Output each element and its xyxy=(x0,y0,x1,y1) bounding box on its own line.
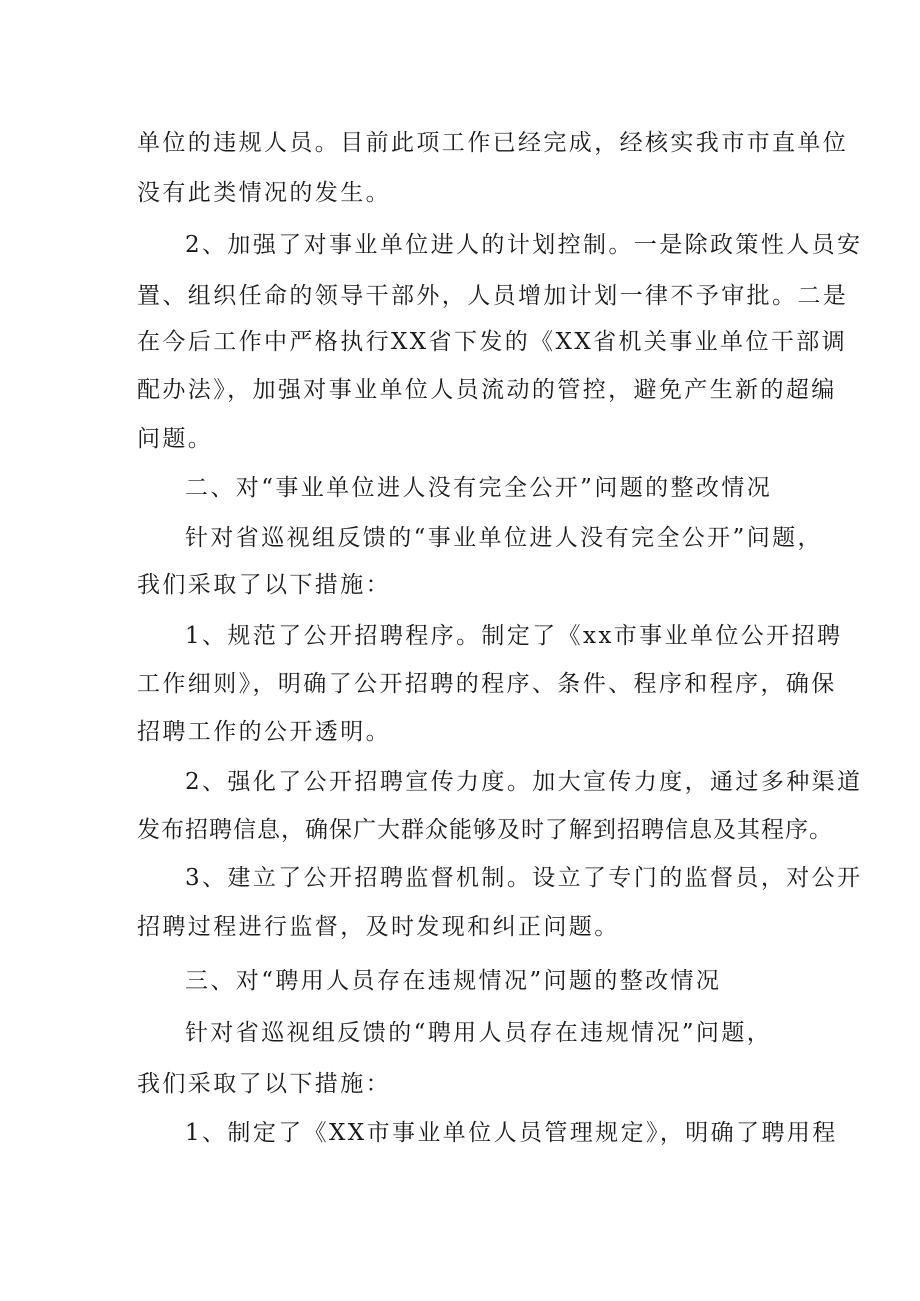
section-heading: 三、对“聘用人员存在违规情况”问题的整改情况 xyxy=(185,968,722,994)
text-line: 单位的违规人员。目前此项工作已经完成，经核实我市市直单位 xyxy=(137,130,849,156)
text-line: 针对省巡视组反馈的“聘用人员存在违规情况”问题， xyxy=(185,1020,773,1046)
text-line: 配办法》，加强对事业单位人员流动的管控，避免产生新的超编 xyxy=(137,377,837,403)
text-line: 问题。 xyxy=(137,426,214,452)
text-line: 发布招聘信息，确保广大群众能够及时了解到招聘信息及其程序。 xyxy=(137,817,833,843)
text-line: 招聘过程进行监督，及时发现和纠正问题。 xyxy=(137,914,620,940)
text-line: 工作细则》，明确了公开招聘的程序、条件、程序和程序，确保 xyxy=(137,671,837,697)
text-line: 2、强化了公开招聘宣传力度。加大宣传力度，通过多种渠道 xyxy=(185,769,863,795)
text-line: 针对省巡视组反馈的“事业单位进人没有完全公开”问题， xyxy=(185,525,823,551)
text-line: 我们采取了以下措施： xyxy=(137,572,391,598)
text-line: 2、加强了对事业单位进人的计划控制。一是除政策性人员安 xyxy=(185,232,863,258)
section-heading: 二、对“事业单位进人没有完全公开”问题的整改情况 xyxy=(185,475,773,501)
text-line: 3、建立了公开招聘监督机制。设立了专门的监督员，对公开 xyxy=(185,865,863,891)
text-line: 招聘工作的公开透明。 xyxy=(137,719,391,745)
text-line: 在今后工作中严格执行XX省下发的《XX省机关事业单位干部调 xyxy=(137,329,848,355)
text-line: 没有此类情况的发生。 xyxy=(137,180,391,206)
text-line: 我们采取了以下措施： xyxy=(137,1071,391,1097)
text-line: 1、制定了《XX市事业单位人员管理规定》，明确了聘用程 xyxy=(185,1120,838,1146)
text-line: 置、组织任命的领导干部外，人员增加计划一律不予审批。二是 xyxy=(137,283,849,309)
text-line: 1、规范了公开招聘程序。制定了《xx市事业单位公开招聘 xyxy=(185,623,843,649)
